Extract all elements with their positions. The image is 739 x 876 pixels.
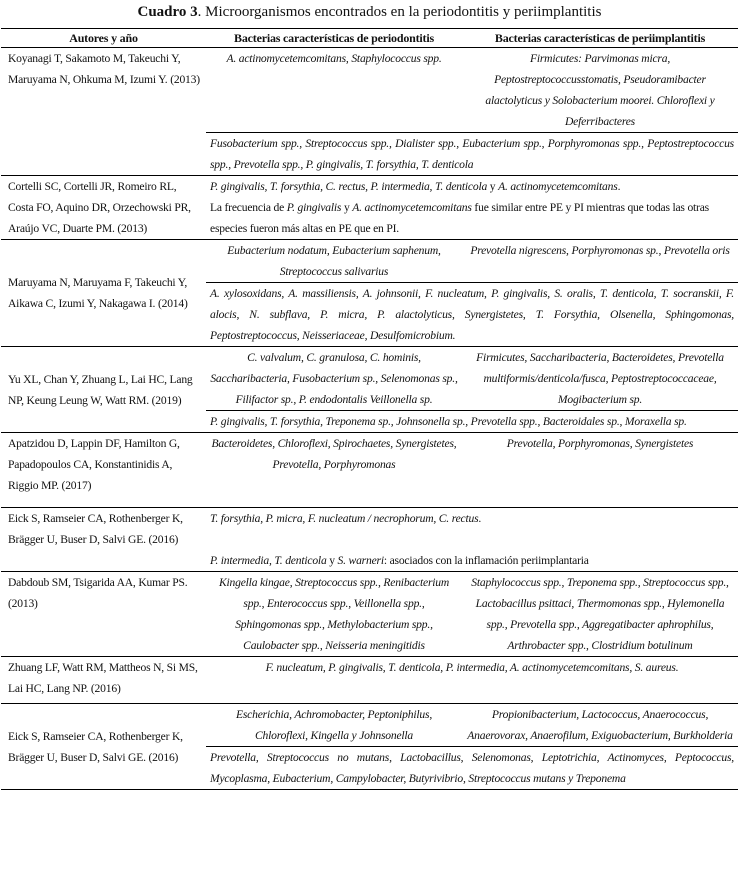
- finding-text: y: [487, 180, 499, 193]
- bacteria-name: A. actinomycetemcomitans: [352, 201, 472, 214]
- table-row: [1, 176, 738, 240]
- table-row: [1, 508, 738, 572]
- header-periimplantitis: Bacterias características de periimplantitis: [462, 29, 738, 48]
- periimplantitis-cell: Prevotella nigrescens, Porphyromonas sp., Prevotella oris: [462, 240, 738, 283]
- finding-text: y: [326, 554, 338, 567]
- periimplantitis-cell: Firmicutes, Saccharibacteria, Bacteroidetes, Prevotella multiformis/denticola/fusca, Peptostreptococcaceae, Mogibacterium sp.: [462, 347, 738, 411]
- shared-bacteria-cell: P. gingivalis, T. forsythia, Treponema sp., Johnsonella sp., Prevotella spp., Bacteroidales sp., Moraxella sp.: [206, 411, 738, 433]
- combined-findings-cell: [206, 508, 738, 572]
- table-row: [1, 48, 738, 133]
- table-row: [1, 657, 738, 704]
- bacteria-name: T. forsythia, P. micra, F. nucleatum / necrophorum, C. rectus: [210, 512, 479, 525]
- table-row: [1, 704, 738, 747]
- authors-cell: Maruyama N, Maruyama F, Takeuchi Y, Aikawa C, Izumi Y, Nakagawa I. (2014): [1, 240, 206, 347]
- header-authors: Autores y año: [1, 29, 206, 48]
- authors-cell: Dabdoub SM, Tsigarida AA, Kumar PS. (2013): [1, 572, 206, 657]
- bacteria-name: S. warneri: [337, 554, 384, 567]
- periimplantitis-cell: Staphylococcus spp., Treponema spp., Streptococcus spp., Lactobacillus psittaci, Thermomonas spp., Hylemonella spp., Prevotella spp., Aggregatibacter aphrophilus, Arthrobacter spp., Clostridium botulinum: [462, 572, 738, 657]
- combined-findings-cell: [206, 176, 738, 240]
- shared-bacteria-cell: Prevotella, Streptococcus no mutans, Lactobacillus, Selenomonas, Leptotrichia, Actinomyces, Peptococcus, Mycoplasma, Eubacterium, Campylobacter, Butyrivibrio, Streptococcus mutans y Treponema: [206, 747, 738, 790]
- finding-paragraph: [210, 197, 734, 239]
- finding-text: : asociados con la inflamación periimplantaria: [383, 554, 589, 567]
- periodontitis-cell: A. actinomycetemcomitans, Staphylococcus spp.: [206, 48, 462, 133]
- authors-cell: Cortelli SC, Cortelli JR, Romeiro RL, Costa FO, Aquino DR, Orzechowski PR, Araújo VC, Duarte PM. (2013): [1, 176, 206, 240]
- table-caption: [0, 0, 739, 28]
- authors-cell: Zhuang LF, Watt RM, Mattheos N, Si MS, Lai HC, Lang NP. (2016): [1, 657, 206, 704]
- bacteria-name: A. actinomycetemcomitans: [498, 180, 618, 193]
- finding-text: .: [617, 180, 621, 193]
- periimplantitis-cell: Propionibacterium, Lactococcus, Anaerococcus, Anaerovorax, Anaerofilum, Exiguobacterium, Burkholderia: [462, 704, 738, 747]
- finding-paragraph: [210, 176, 734, 197]
- periodontitis-cell: C. valvalum, C. granulosa, C. hominis, Saccharibacteria, Fusobacterium sp., Selenomonas sp., Filifactor sp., P. endodontalis Veillonella sp.: [206, 347, 462, 411]
- shared-bacteria-cell: F. nucleatum, P. gingivalis, T. denticola, P. intermedia, A. actinomycetemcomitans, S. aureus.: [206, 657, 738, 704]
- periodontitis-cell: Bacteroidetes, Chloroflexi, Spirochaetes, Synergistetes, Prevotella, Porphyromonas: [206, 433, 462, 508]
- periimplantitis-cell: Prevotella, Porphyromonas, Synergistetes: [462, 433, 738, 508]
- table-header-row: [1, 29, 738, 48]
- periodontitis-cell: Eubacterium nodatum, Eubacterium saphenum, Streptococcus salivarius: [206, 240, 462, 283]
- microorganisms-table: [1, 28, 738, 790]
- finding-paragraph: [210, 529, 734, 550]
- caption-text: . Microorganismos encontrados en la periodontitis y periimplantitis: [197, 4, 602, 20]
- table-row: [1, 240, 738, 283]
- periimplantitis-cell: Firmicutes: Parvimonas micra, Peptostreptococcusstomatis, Pseudoramibacter alactolyticus y Solobacterium moorei. Chloroflexi y Deferribacteres: [462, 48, 738, 133]
- table-row: [1, 433, 738, 508]
- finding-text: fue similar entre PE y PI mientras que todas las otras especies fueron más altas en PE que en PI.: [210, 201, 709, 235]
- table-row: [1, 347, 738, 411]
- bacteria-name: P. intermedia, T. denticola: [210, 554, 327, 567]
- table-row: [1, 572, 738, 657]
- periodontitis-cell: Escherichia, Achromobacter, Peptoniphilus, Chloroflexi, Kingella y Johnsonella: [206, 704, 462, 747]
- finding-text: .: [478, 512, 482, 525]
- bacteria-name: P. gingivalis: [286, 201, 342, 214]
- finding-text: y: [341, 201, 353, 214]
- authors-cell: Koyanagi T, Sakamoto M, Takeuchi Y, Maruyama N, Ohkuma M, Izumi Y. (2013): [1, 48, 206, 176]
- header-periodontitis: Bacterias características de periodontitis: [206, 29, 462, 48]
- finding-text: La frecuencia de: [210, 201, 287, 214]
- authors-cell: Eick S, Ramseier CA, Rothenberger K, Brägger U, Buser D, Salvi GE. (2016): [1, 704, 206, 790]
- finding-paragraph: [210, 550, 734, 571]
- bacteria-name: P. gingivalis, T. forsythia, C. rectus, P. intermedia, T. denticola: [210, 180, 488, 193]
- authors-cell: Yu XL, Chan Y, Zhuang L, Lai HC, Lang NP, Keung Leung W, Watt RM. (2019): [1, 347, 206, 433]
- shared-bacteria-cell: A. xylosoxidans, A. massiliensis, A. johnsonii, F. nucleatum, P. gingivalis, S. oralis, T. denticola, T. socranskii, F. alocis, N. subflava, P. micra, P. alactolyticus, Synergistetes, T. Forsythia, Olsenella, Sphingomonas, Peptostreptococcus, Neisseriaceae, Desulfomicrobium.: [206, 283, 738, 347]
- caption-label: Cuadro 3: [137, 4, 198, 20]
- periodontitis-cell: Kingella kingae, Streptococcus spp., Renibacterium spp., Enterococcus spp., Veillonella spp., Sphingomonas spp., Methylobacterium spp., Caulobacter spp., Neisseria meningitidis: [206, 572, 462, 657]
- authors-cell: Eick S, Ramseier CA, Rothenberger K, Brägger U, Buser D, Salvi GE. (2016): [1, 508, 206, 572]
- authors-cell: Apatzidou D, Lappin DF, Hamilton G, Papadopoulos CA, Konstantinidis A, Riggio MP. (2017): [1, 433, 206, 508]
- shared-bacteria-cell: Fusobacterium spp., Streptococcus spp., Dialister spp., Eubacterium spp., Porphyromonas spp., Peptostreptococcus spp., Prevotella spp., P. gingivalis, T. forsythia, T. denticola: [206, 133, 738, 176]
- finding-paragraph: [210, 508, 734, 529]
